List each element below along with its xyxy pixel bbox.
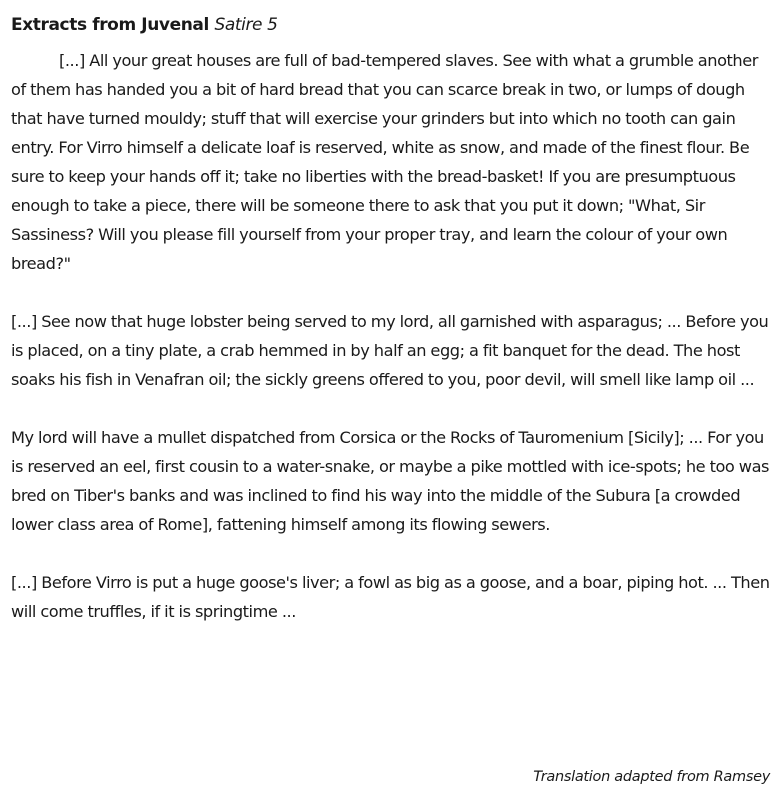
paragraph-bread: [...] All your great houses are full of bad-tempered slaves. See with what a grumble another of them has handed you a bit of hard bread that you can scarce break in two, or lumps of dough that have turned mouldy; stuff that will exercise your grinders but into which no tooth can gain entry. For Virro himself a delicate loaf is reserved, white as snow, and made of the finest flour. Be sure to keep your hands off it; take no liberties with the bread-basket! If you are presumptuous enough to take a piece, there will be someone there to ask that you put it down; "What, Sir Sassiness? Will you please fill yourself from your proper tray, and learn the colour of your own bread?" (11, 51, 758, 273)
title-prefix: Extracts from Juvenal (11, 15, 215, 35)
paragraph-gap (11, 539, 773, 568)
title-work: Satire 5 (214, 15, 278, 35)
paragraph-goose-liver: [...] Before Virro is put a huge goose's liver; a fowl as big as a goose, and a boar, piping hot. ... Then will come truffles, if it is springtime ... (11, 573, 770, 621)
document-body (11, 12, 773, 626)
paragraph-lobster: [...] See now that huge lobster being served to my lord, all garnished with asparagus; ... Before you is placed, on a tiny plate, a crab hemmed in by half an egg; a fit banquet for the dead. The host soaks his fish in Venafran oil; the sickly greens offered to you, poor devil, will smell like lamp oil ... (11, 312, 769, 389)
document-title (11, 12, 773, 38)
paragraph-gap (11, 278, 773, 307)
translation-credit: Translation adapted from Ramsey (533, 769, 770, 785)
paragraph-gap (11, 394, 773, 423)
paragraph-mullet: My lord will have a mullet dispatched from Corsica or the Rocks of Tauromenium [Sicily]; ... For you is reserved an eel, first cousin to a water-snake, or maybe a pike mottled with ice-spots; he too was bred on Tiber's banks and was inclined to find his way into the middle of the Subura [a crowded lower class area of Rome], fattening himself among its flowing sewers. (11, 428, 770, 534)
